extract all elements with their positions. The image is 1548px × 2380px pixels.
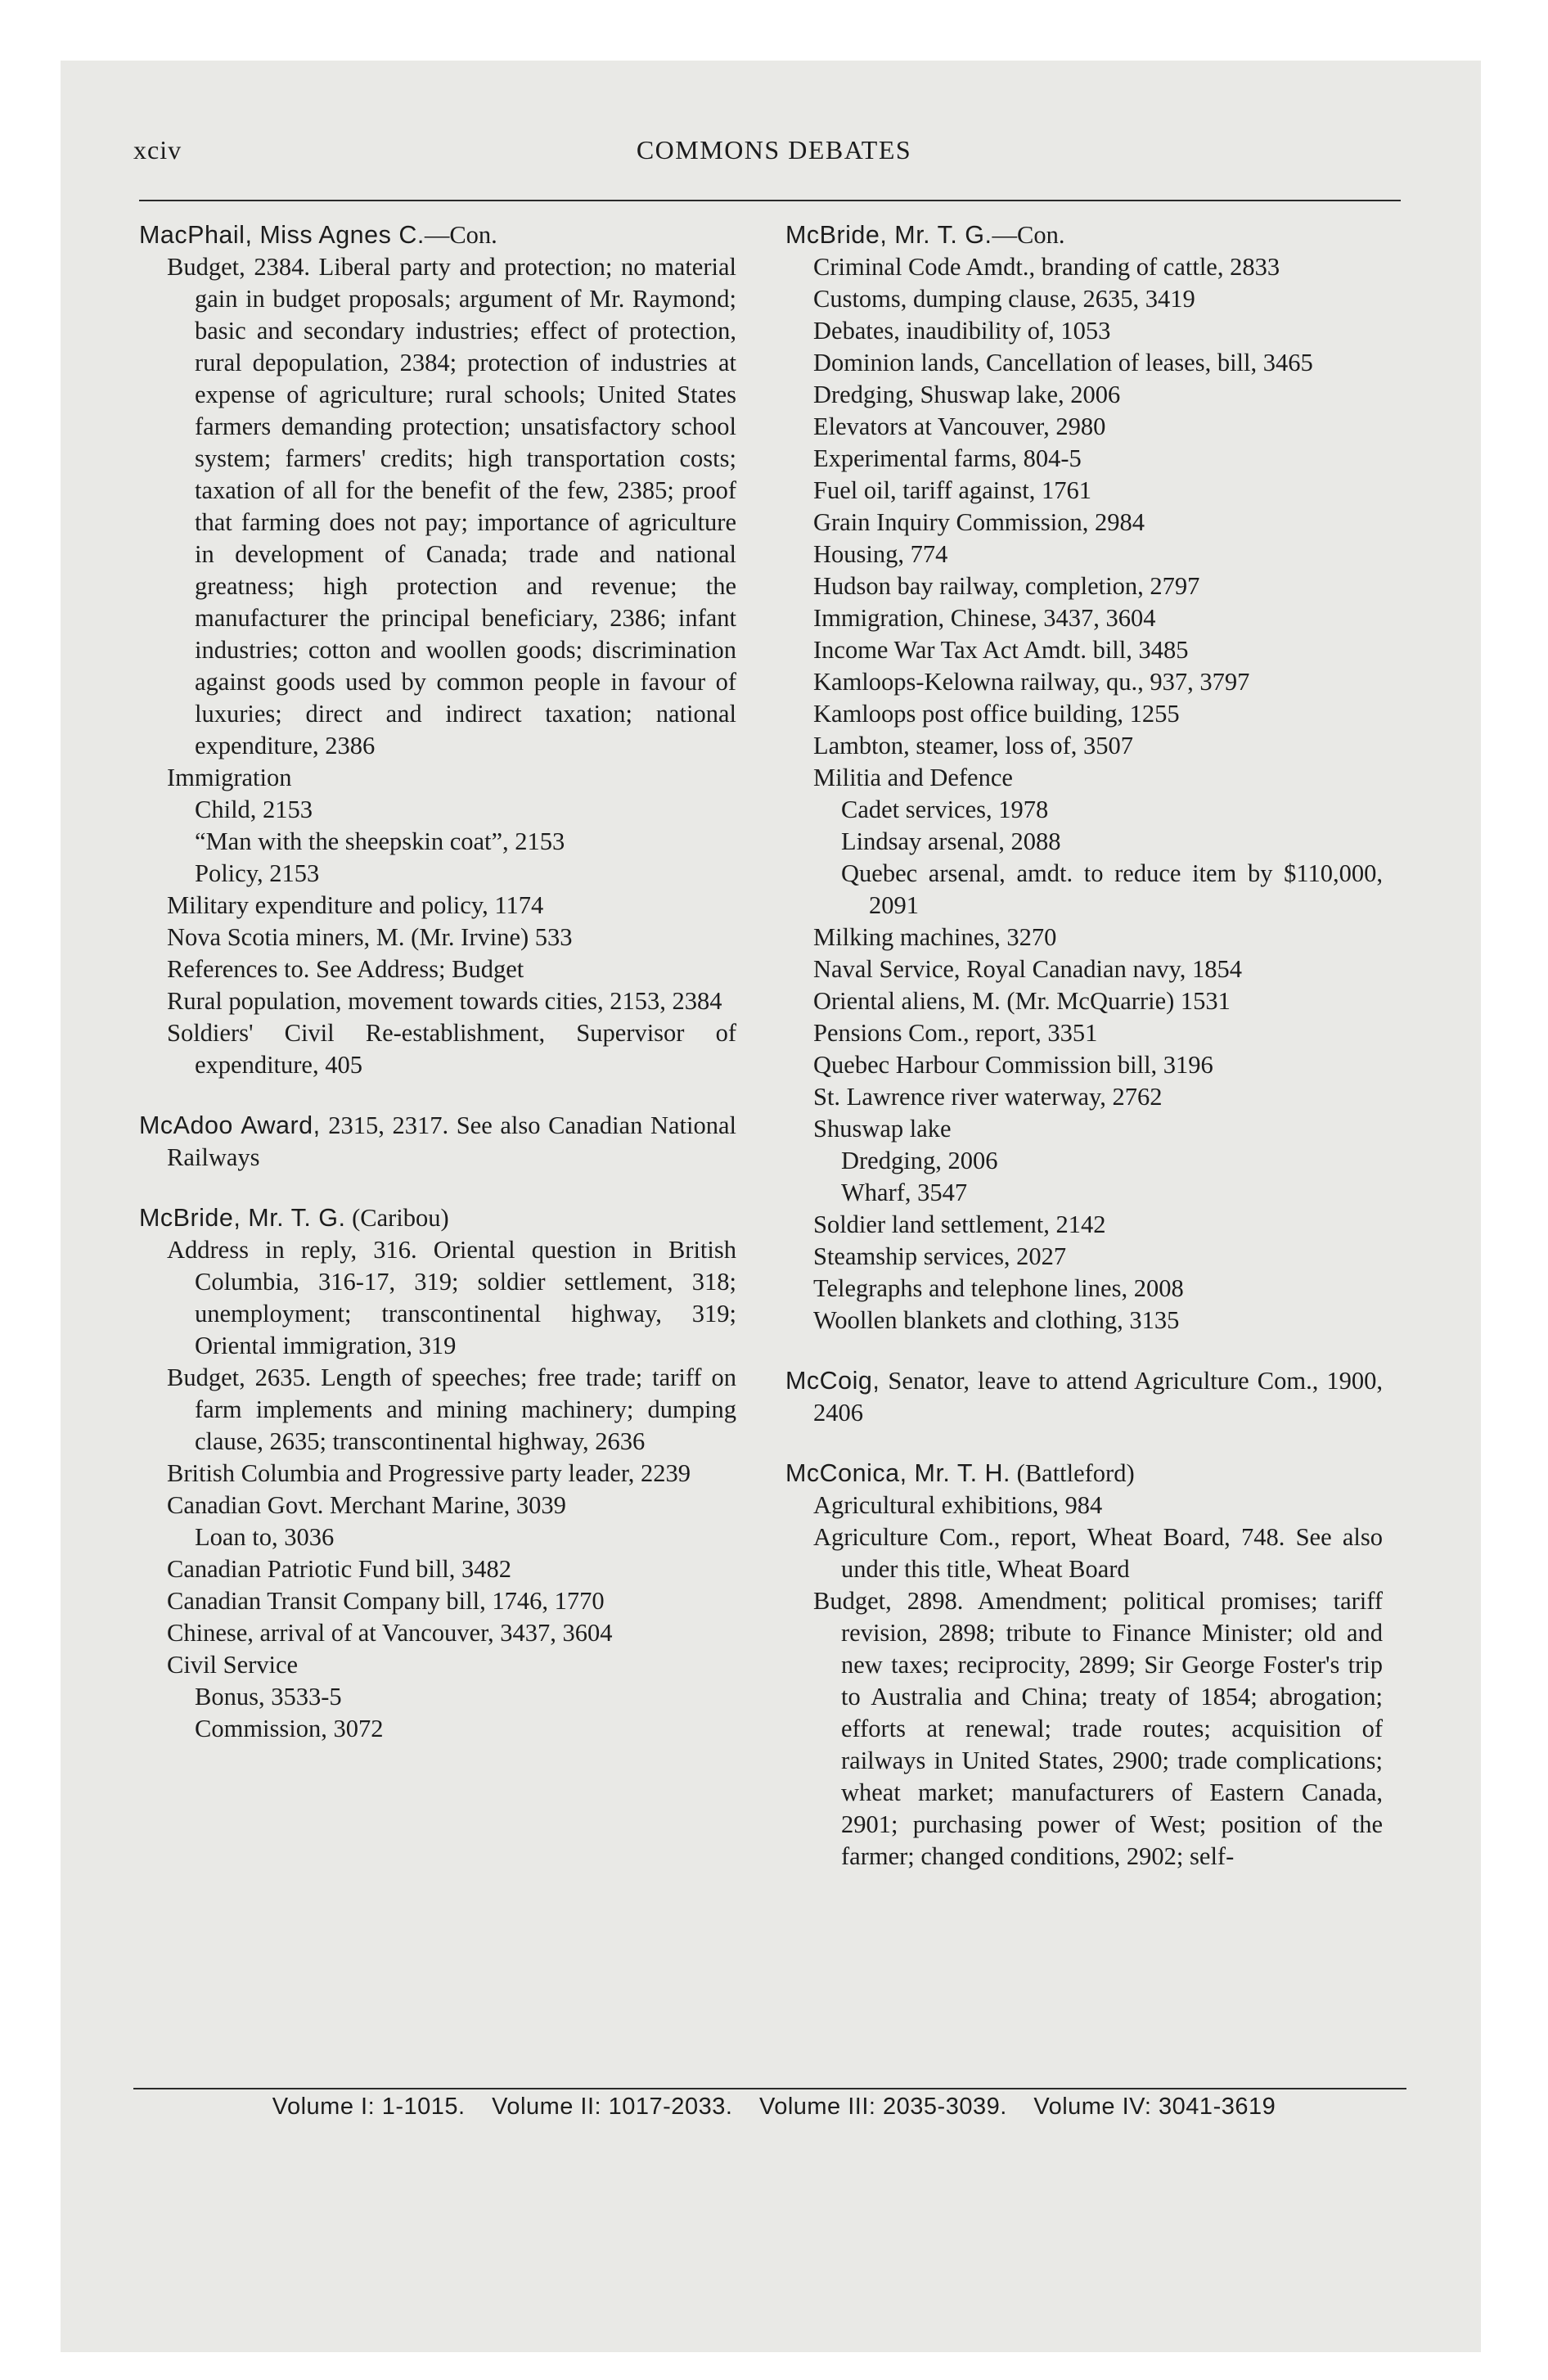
entry-heading-line — [785, 1365, 1383, 1429]
sub-subentry: Policy, 2153 — [195, 859, 320, 887]
subentry: Pensions Com., report, 3351 — [813, 1019, 1098, 1047]
entry-heading-suffix: —Con. — [424, 221, 497, 249]
subentry: Agriculture Com., report, Wheat Board, 748. See also under this title, Wheat Board — [813, 1523, 1383, 1583]
volume-range: Volume II: 1017-2033. — [492, 2094, 733, 2120]
entry-heading: McBride, Mr. T. G. — [139, 1204, 346, 1232]
subentry: Hudson bay railway, completion, 2797 — [813, 572, 1200, 600]
index-entry — [139, 1110, 736, 1174]
entry-heading-line — [139, 1110, 736, 1174]
subentry: Budget, 2635. Length of speeches; free trade; tariff on farm implements and mining machinery; dumping clause, 2635; transcontinental highway, 2636 — [167, 1364, 736, 1455]
subentry: St. Lawrence river waterway, 2762 — [813, 1083, 1163, 1111]
volume-range: Volume IV: 3041-3619 — [1033, 2094, 1276, 2120]
sub-subentry: Cadet services, 1978 — [841, 796, 1049, 823]
entry-heading: McBride, Mr. T. G. — [785, 221, 992, 249]
subentry: Criminal Code Amdt., branding of cattle, 2833 — [813, 253, 1280, 281]
subentry: Naval Service, Royal Canadian navy, 1854 — [813, 955, 1242, 983]
subentry: Housing, 774 — [813, 540, 948, 568]
subentry: Dominion lands, Cancellation of leases, bill, 3465 — [813, 349, 1313, 376]
volume-range: Volume I: 1-1015. — [272, 2094, 466, 2120]
entry-heading: McConica, Mr. T. H. — [785, 1459, 1011, 1487]
subentry: Oriental aliens, M. (Mr. McQuarrie) 1531 — [813, 987, 1231, 1015]
sub-subentry: Wharf, 3547 — [841, 1179, 968, 1206]
sub-subentry: “Man with the sheepskin coat”, 2153 — [195, 827, 565, 855]
page-number: xciv — [133, 135, 182, 165]
entry-heading-line — [785, 1458, 1383, 1490]
entry-heading-suffix: (Caribou) — [345, 1204, 449, 1232]
subentry: Grain Inquiry Commission, 2984 — [813, 508, 1145, 536]
index-entry — [785, 219, 1383, 1336]
subentry: Debates, inaudibility of, 1053 — [813, 317, 1111, 345]
subentry: Telegraphs and telephone lines, 2008 — [813, 1274, 1184, 1302]
right-column — [785, 219, 1383, 1901]
subentry: References to. See Address; Budget — [167, 955, 524, 983]
sub-subentry: Loan to, 3036 — [195, 1523, 335, 1551]
entry-heading-line — [139, 219, 736, 251]
subentry: Militia and Defence — [813, 764, 1013, 791]
subentry: Canadian Transit Company bill, 1746, 1770 — [167, 1587, 605, 1615]
subentry: Canadian Patriotic Fund bill, 3482 — [167, 1555, 512, 1583]
subentry: Immigration, Chinese, 3437, 3604 — [813, 604, 1156, 632]
subentry: Rural population, movement towards cities, 2153, 2384 — [167, 987, 722, 1015]
running-head: COMMONS DEBATES — [636, 135, 912, 165]
sub-subentry: Child, 2153 — [195, 796, 313, 823]
subentry: Budget, 2898. Amendment; political promises; tariff revision, 2898; tribute to Finance Minister; old and new taxes; reciprocity, 2899; Sir George Foster's trip to Australia and China; treaty of 1854; abrogation; efforts at renewal; trade routes; acquisition of railways in United States, 2900; trade complications; wheat market; manufacturers of Eastern Canada, 2901; purchasing power of West; position of the farmer; changed conditions, 2902; self- — [813, 1587, 1383, 1870]
entry-heading-suffix: Senator, leave to attend Agriculture Com., 1900, 2406 — [813, 1367, 1383, 1427]
left-column — [139, 219, 736, 1774]
subentry: Nova Scotia miners, M. (Mr. Irvine) 533 — [167, 923, 573, 951]
subentry: Lambton, steamer, loss of, 3507 — [813, 732, 1133, 760]
volume-footer — [0, 2094, 1548, 2121]
subentry: Shuswap lake — [813, 1115, 952, 1143]
subentry: Military expenditure and policy, 1174 — [167, 891, 544, 919]
index-entry — [139, 219, 736, 1081]
entry-heading-suffix: (Battleford) — [1010, 1459, 1135, 1487]
subentry: Budget, 2384. Liberal party and protection; no material gain in budget proposals; argument of Mr. Raymond; basic and secondary industries; effect of protection, rural depopulation, 2384; protection of industries at expense of agriculture; rural schools; United States farmers demanding protection; unsatisfactory school system; farmers' credits; high transportation costs; taxation of all for the benefit of the few, 2385; proof that farming does not pay; importance of agriculture in development of Canada; trade and national greatness; high protection and revenue; the manufacturer the principal beneficiary, 2386; infant industries; cotton and woollen goods; discrimination against goods used by common people in favour of luxuries; direct and indirect taxation; national expenditure, 2386 — [167, 253, 736, 760]
index-entry — [139, 1202, 736, 1745]
entry-heading-line — [139, 1202, 736, 1234]
subentry: British Columbia and Progressive party leader, 2239 — [167, 1459, 691, 1487]
entry-heading-line — [785, 219, 1383, 251]
footer-rule — [133, 2088, 1406, 2089]
subentry: Income War Tax Act Amdt. bill, 3485 — [813, 636, 1189, 664]
sub-subentry: Quebec arsenal, amdt. to reduce item by $110,000, 2091 — [841, 859, 1383, 919]
subentry: Agricultural exhibitions, 984 — [813, 1491, 1103, 1519]
entry-heading: McCoig, — [785, 1367, 880, 1395]
index-entry — [785, 1458, 1383, 1873]
sub-subentry: Bonus, 3533-5 — [195, 1683, 342, 1711]
entry-heading: MacPhail, Miss Agnes C. — [139, 221, 425, 249]
header-rule — [139, 200, 1401, 201]
subentry: Steamship services, 2027 — [813, 1242, 1067, 1270]
subentry: Civil Service — [167, 1651, 299, 1679]
subentry: Kamloops post office building, 1255 — [813, 700, 1180, 728]
subentry: Soldiers' Civil Re-establishment, Supervisor of expenditure, 405 — [167, 1019, 736, 1079]
subentry: Immigration — [167, 764, 292, 791]
subentry: Quebec Harbour Commission bill, 3196 — [813, 1051, 1213, 1079]
entry-heading-suffix: 2315, 2317. See also Canadian National Railways — [167, 1111, 736, 1171]
subentry: Kamloops-Kelowna railway, qu., 937, 3797 — [813, 668, 1250, 696]
subentry: Experimental farms, 804-5 — [813, 444, 1082, 472]
subentry: Woollen blankets and clothing, 3135 — [813, 1306, 1180, 1334]
subentry: Fuel oil, tariff against, 1761 — [813, 476, 1091, 504]
sub-subentry: Dredging, 2006 — [841, 1147, 998, 1174]
entry-heading-suffix: —Con. — [992, 221, 1065, 249]
subentry: Milking machines, 3270 — [813, 923, 1057, 951]
entry-heading: McAdoo Award, — [139, 1111, 321, 1139]
subentry: Dredging, Shuswap lake, 2006 — [813, 381, 1121, 408]
subentry: Elevators at Vancouver, 2980 — [813, 412, 1106, 440]
subentry: Address in reply, 316. Oriental question in British Columbia, 316-17, 319; soldier settlement, 318; unemployment; transcontinental highway, 319; Oriental immigration, 319 — [167, 1236, 736, 1359]
subentry: Soldier land settlement, 2142 — [813, 1210, 1106, 1238]
sub-subentry: Lindsay arsenal, 2088 — [841, 827, 1061, 855]
sub-subentry: Commission, 3072 — [195, 1715, 384, 1742]
subentry: Canadian Govt. Merchant Marine, 3039 — [167, 1491, 566, 1519]
subentry: Customs, dumping clause, 2635, 3419 — [813, 285, 1195, 313]
subentry: Chinese, arrival of at Vancouver, 3437, 3604 — [167, 1619, 613, 1647]
volume-range: Volume III: 2035-3039. — [758, 2094, 1007, 2120]
index-entry — [785, 1365, 1383, 1429]
